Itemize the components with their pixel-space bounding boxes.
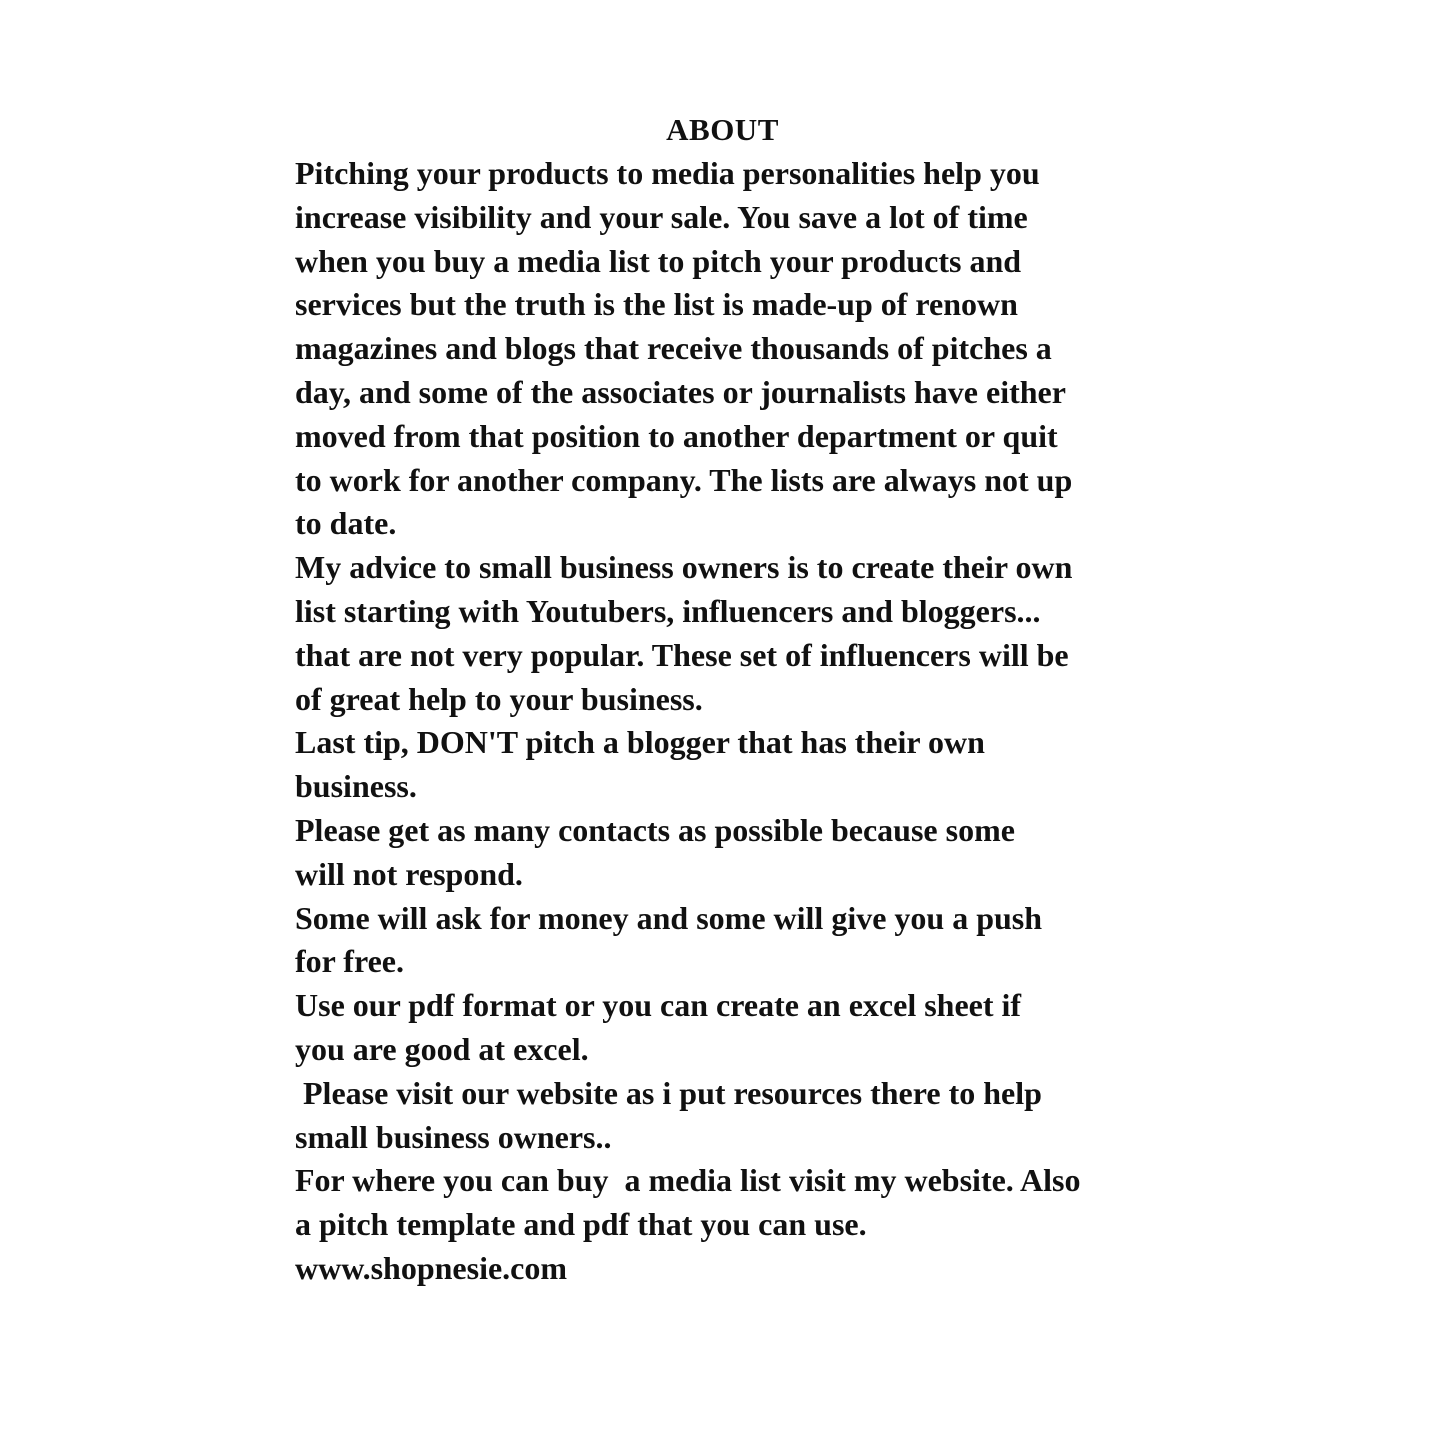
text-line: a pitch template and pdf that you can use. — [295, 1206, 867, 1243]
text-line: for free. — [295, 943, 404, 980]
text-line: when you buy a media list to pitch your products and — [295, 242, 1022, 279]
text-line: For where you can buy a media list visit my website. Also — [295, 1162, 1081, 1199]
text-line: My advice to small business owners is to create their own — [295, 549, 1073, 586]
text-line: of great help to your business. — [295, 680, 703, 717]
text-line: Some will ask for money and some will give you a push — [295, 899, 1043, 936]
text-line: business. — [295, 768, 417, 805]
website-link[interactable]: www.shopnesie.com — [295, 1249, 568, 1286]
text-line: to date. — [295, 505, 397, 542]
text-line: list starting with Youtubers, influencers and bloggers... — [295, 592, 1041, 629]
text-line: Last tip, DON'T pitch a blogger that has their own — [295, 724, 985, 761]
text-line: that are not very popular. These set of influencers will be — [295, 636, 1069, 673]
text-line: Please get as many contacts as possible because some — [295, 811, 1015, 848]
text-line: moved from that position to another department or quit — [295, 417, 1058, 454]
text-line: to work for another company. The lists are always not up — [295, 461, 1073, 498]
text-line: magazines and blogs that receive thousands of pitches a — [295, 330, 1052, 367]
text-line: you are good at excel. — [295, 1030, 589, 1067]
body-text — [295, 152, 1195, 1291]
page-title: ABOUT — [666, 112, 779, 147]
text-line: services but the truth is the list is made-up of renown — [295, 286, 1018, 323]
text-line: increase visibility and your sale. You save a lot of time — [295, 198, 1028, 235]
text-line: Use our pdf format or you can create an excel sheet if — [295, 987, 1022, 1024]
text-line: Pitching your products to media personalities help you — [295, 155, 1040, 191]
text-line: Please visit our website as i put resources there to help — [295, 1074, 1042, 1111]
text-line: small business owners.. — [295, 1118, 612, 1155]
text-line: will not respond. — [295, 855, 523, 892]
text-line: day, and some of the associates or journalists have either — [295, 373, 1066, 410]
